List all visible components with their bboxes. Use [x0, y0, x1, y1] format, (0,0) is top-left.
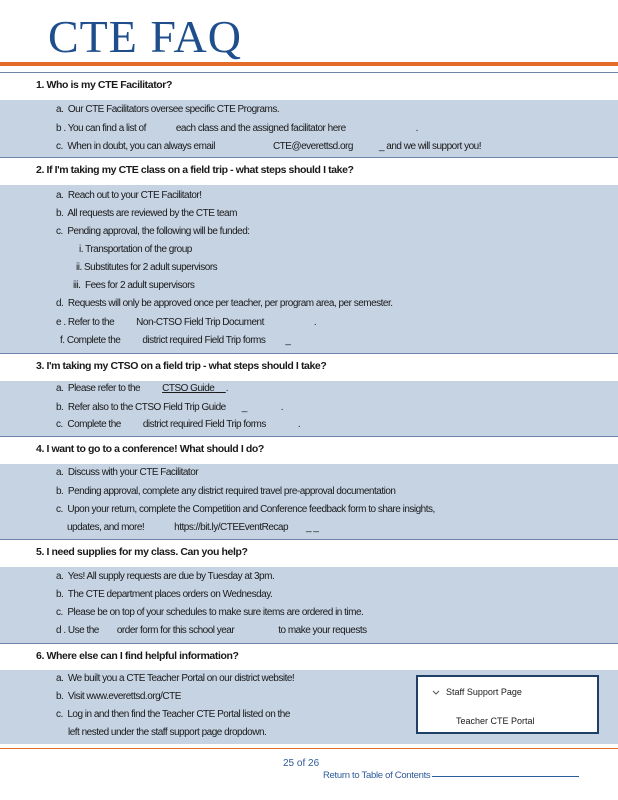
list-item: b. Visit www.everettsd.org/CTE — [56, 691, 181, 702]
page-title: CTE FAQ — [48, 11, 242, 62]
facilitator-list-link[interactable]: each class and the assigned facilitator here — [175, 123, 346, 134]
list-item: c. Complete the district required Field Trip forms . — [56, 419, 301, 430]
order-form-link[interactable]: order form for this school year — [116, 625, 235, 636]
list-item: a. Reach out to your CTE Facilitator! — [56, 190, 202, 201]
list-item: a. Yes! All supply requests are due by Tuesday at 3pm. — [56, 571, 275, 582]
field-trip-forms-link[interactable]: district required Field Trip forms — [142, 335, 266, 346]
list-item: b . You can find a list of each class and the assigned facilitator here . — [56, 123, 418, 134]
toc-underline — [432, 776, 579, 777]
title-rule — [0, 62, 618, 66]
list-item: c. Log in and then find the Teacher CTE Portal listed on the — [56, 709, 290, 720]
list-item: updates, and more! https://bit.ly/CTEEventRecap _ _ — [67, 522, 319, 533]
footer-rule — [0, 748, 618, 749]
list-item: iii. Fees for 2 adult supervisors — [73, 280, 195, 291]
list-item: e . Refer to the Non-CTSO Field Trip Document . — [56, 317, 317, 328]
list-item: a. We built you a CTE Teacher Portal on our district website! — [56, 673, 295, 684]
list-item: a. Please refer to the CTSO Guide . — [56, 383, 229, 394]
non-ctso-doc-link[interactable]: Non-CTSO Field Trip Document — [136, 317, 264, 328]
chevron-down-icon — [432, 690, 440, 696]
event-recap-link[interactable]: https://bit.ly/CTEEventRecap — [174, 522, 289, 533]
list-item: a. Discuss with your CTE Facilitator — [56, 467, 199, 478]
question-1: 1. Who is my CTE Facilitator? — [0, 72, 618, 100]
list-item: b. Pending approval, complete any district required travel pre-approval documentation — [56, 486, 396, 497]
list-item: i. Transportation of the group — [79, 244, 192, 255]
list-item: c. Pending approval, the following will be funded: — [56, 226, 250, 237]
list-item: c. Please be on top of your schedules to make sure items are ordered in time. — [56, 607, 364, 618]
list-item: b. Refer also to the CTSO Field Trip Guide _ . — [56, 402, 284, 413]
toc-link[interactable]: Return to Table of Contents — [323, 770, 431, 781]
list-item: a. Our CTE Facilitators oversee specific CTE Programs. — [56, 104, 280, 115]
list-item: d. Requests will only be approved once per teacher, per program area, per semester. — [56, 298, 393, 309]
list-item: d . Use the order form for this school year to make your requests — [56, 625, 367, 636]
email-link[interactable]: CTE@everettsd.org — [272, 141, 353, 152]
ctso-guide-link[interactable]: CTSO Guide — [162, 383, 215, 394]
field-trip-forms-link[interactable]: district required Field Trip forms — [142, 419, 266, 430]
list-item: b. All requests are reviewed by the CTE team — [56, 208, 237, 219]
list-item: b. The CTE department places orders on Wednesday. — [56, 589, 273, 600]
list-item: c. When in doubt, you can always email CTE@everettsd.org _ and we will support you! — [56, 141, 482, 152]
portal-nav-screenshot — [416, 675, 599, 734]
list-item: f. Complete the district required Field Trip forms _ — [60, 335, 291, 346]
question-4: 4. I want to go to a conference! What should I do? — [0, 436, 618, 464]
staff-support-item: Staff Support Page — [432, 687, 522, 697]
question-3: 3. I'm taking my CTSO on a field trip - what steps should I take? — [0, 353, 618, 381]
list-item: left nested under the staff support page dropdown. — [68, 727, 267, 738]
page-number: 25 of 26 — [283, 758, 320, 769]
teacher-cte-portal-item: Teacher CTE Portal — [456, 716, 535, 726]
question-5: 5. I need supplies for my class. Can you help? — [0, 539, 618, 567]
question-6: 6. Where else can I find helpful information? — [0, 643, 618, 670]
list-item: c. Upon your return, complete the Competition and Conference feedback form to share insights, — [56, 504, 435, 515]
question-2: 2. If I'm taking my CTE class on a field trip - what steps should I take? — [0, 157, 618, 185]
list-item: ii. Substitutes for 2 adult supervisors — [76, 262, 218, 273]
